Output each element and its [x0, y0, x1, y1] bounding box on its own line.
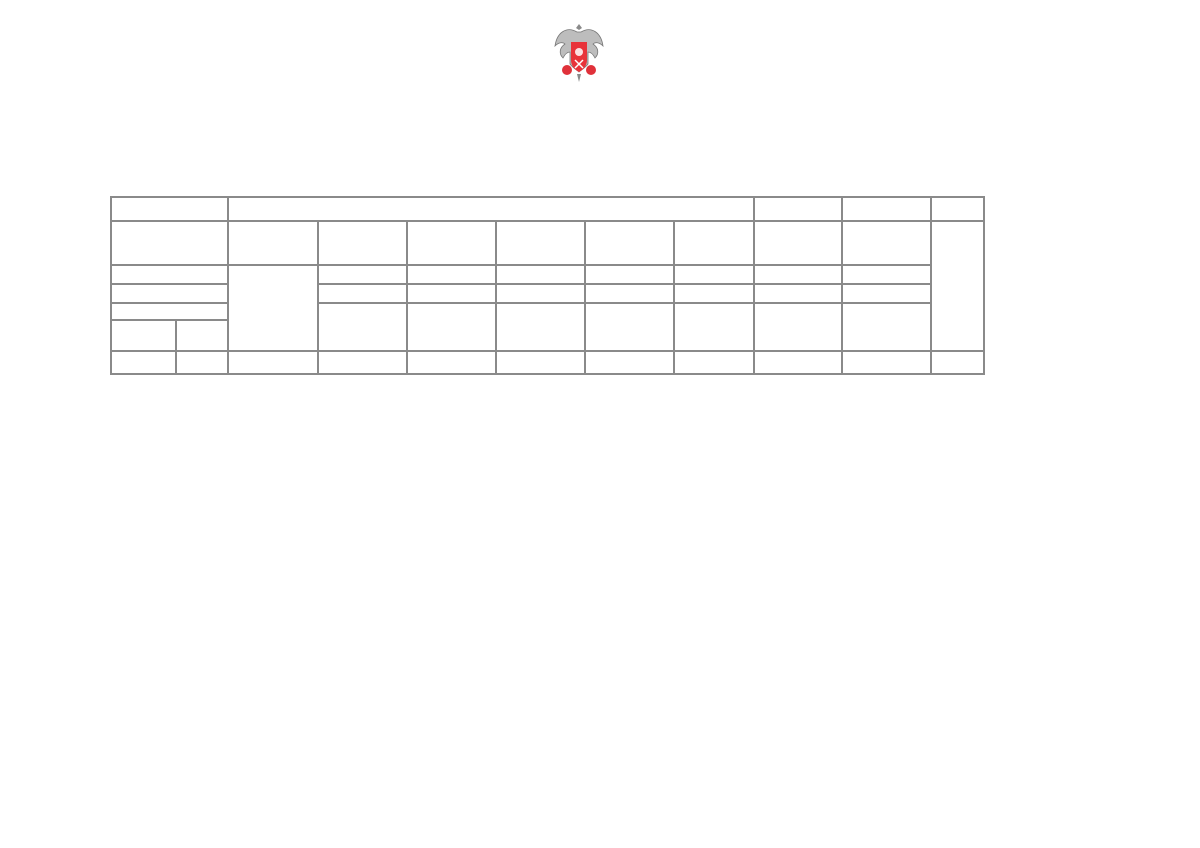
total-day: [754, 351, 842, 374]
start-time: [585, 303, 674, 351]
total-day: [674, 351, 754, 374]
program-label: [111, 284, 228, 303]
date-cell: [496, 221, 585, 265]
weigh-in-row: [111, 265, 984, 284]
date-cell: [585, 221, 674, 265]
total-day: [496, 351, 585, 374]
weigh-in-time: [318, 265, 407, 284]
weigh-in-time: [407, 265, 496, 284]
arrival-day: [228, 265, 318, 351]
program-number: [585, 284, 674, 303]
start-time: [842, 303, 931, 351]
stage-preliminary: [228, 197, 754, 221]
total-count: [176, 351, 228, 374]
program-number: [674, 284, 754, 303]
program-number: [842, 284, 931, 303]
total-day: [842, 351, 931, 374]
program-number: [754, 284, 842, 303]
date-cell: [318, 221, 407, 265]
stage-label: [111, 197, 228, 221]
date-row: [111, 221, 984, 265]
weigh-in-time: [842, 265, 931, 284]
weigh-in-time: [496, 265, 585, 284]
start-time: [318, 303, 407, 351]
date-cell: [407, 221, 496, 265]
stage-final: [842, 197, 931, 221]
program-number: [318, 284, 407, 303]
weigh-in-time: [674, 265, 754, 284]
total-bouts: [931, 351, 984, 374]
weigh-in-time: [585, 265, 674, 284]
time-label: [111, 303, 228, 320]
ministry-emblem-icon: [553, 20, 605, 86]
date-cell: [228, 221, 318, 265]
start-time: [407, 303, 496, 351]
total-day: [407, 351, 496, 374]
weight-label: [111, 320, 176, 351]
schedule-table: [110, 196, 985, 375]
program-number: [496, 284, 585, 303]
weigh-in-time: [754, 265, 842, 284]
totals-label: [111, 351, 176, 374]
date-cell: [674, 221, 754, 265]
date-cell: [842, 221, 931, 265]
weigh-in-label: [111, 265, 228, 284]
total-note: [228, 351, 318, 374]
totals-row: [111, 351, 984, 374]
count-label: [176, 320, 228, 351]
date-cell: [754, 221, 842, 265]
program-number: [407, 284, 496, 303]
total-day: [318, 351, 407, 374]
start-time: [674, 303, 754, 351]
bouts-header-blank: [931, 221, 984, 351]
stage-semifinal: [754, 197, 842, 221]
start-time: [496, 303, 585, 351]
stage-header-row: [111, 197, 984, 221]
start-time: [754, 303, 842, 351]
stage-bouts: [931, 197, 984, 221]
date-label: [111, 221, 228, 265]
total-day: [585, 351, 674, 374]
